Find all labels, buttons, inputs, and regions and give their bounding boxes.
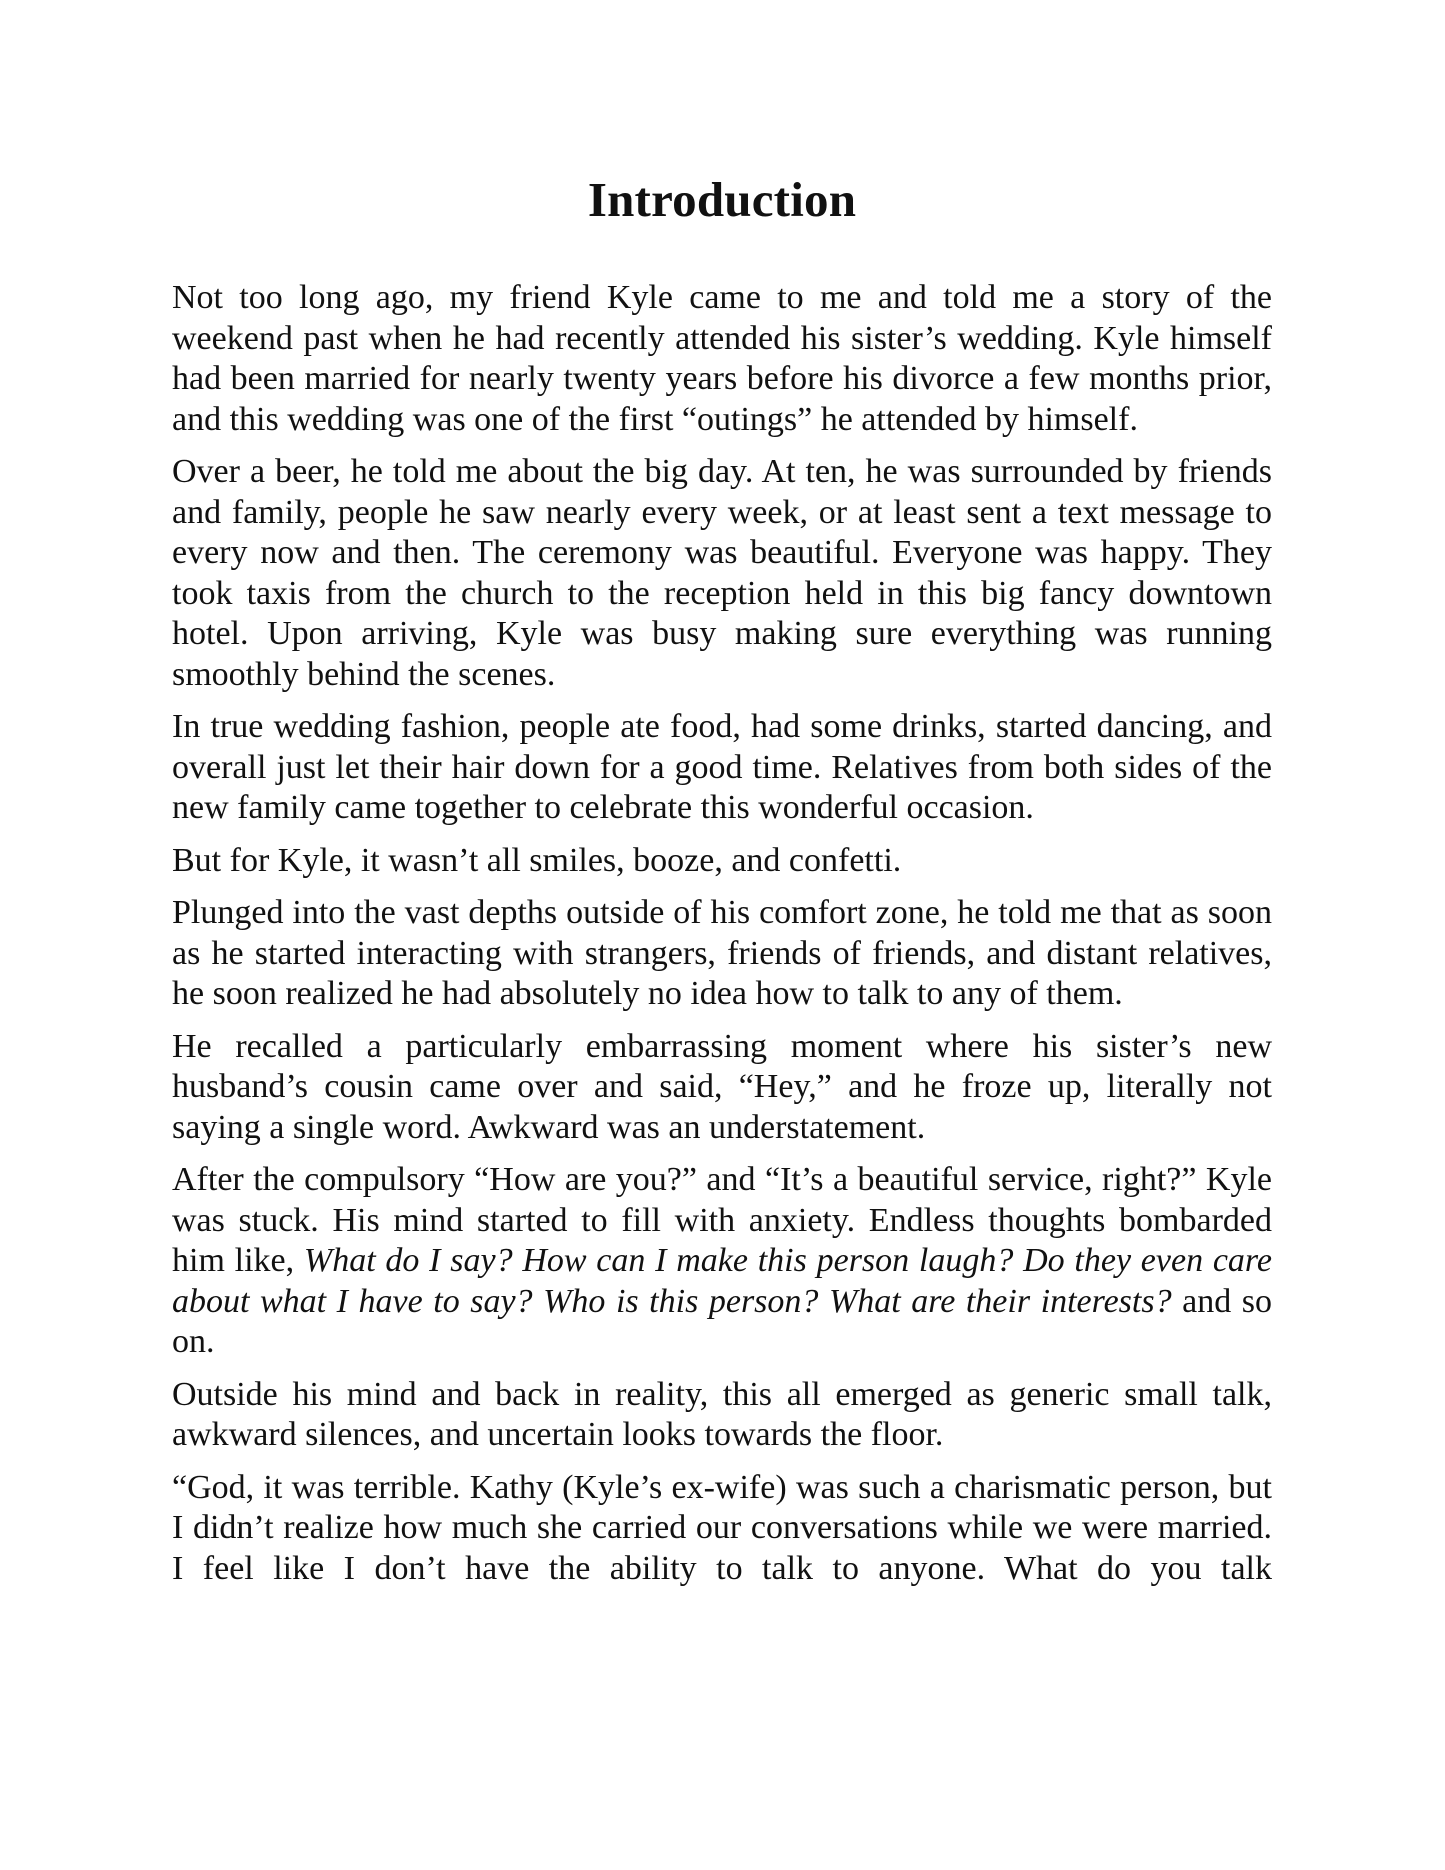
paragraph: In true wedding fashion, people ate food, had some drinks, started dancing, and overall just let their hair down for a good time. Relatives from both sides of the new family came together to celebrate this wonderful occasion. bbox=[172, 708, 1272, 826]
paragraph-text: and so on. bbox=[172, 1282, 1272, 1360]
page-title: Introduction bbox=[587, 172, 857, 227]
document-body bbox=[172, 278, 1272, 1589]
document-page bbox=[172, 0, 1272, 1601]
paragraph: Plunged into the vast depths outside of his comfort zone, he told me that as soon as he started interacting with strangers, friends of friends, and distant relatives, he soon realized he had absolutely no idea how to talk to any of them. bbox=[172, 894, 1272, 1012]
italic-thoughts: What do I say? How can I make this person laugh? Do they even care about what I have to say? Who is this person? What are their interests? bbox=[172, 1242, 1272, 1320]
paragraph: He recalled a particularly embarrassing moment where his sister’s new husband’s cousin came over and said, “Hey,” and he froze up, literally not saying a single word. Awkward was an understatement. bbox=[172, 1027, 1272, 1146]
paragraph-continued: “God, it was terrible. Kathy (Kyle’s ex-wife) was such a charismatic person, but I didn’t realize how much she carried our conversations while we were married. I feel like I don’t have the ability to talk to anyone. What do you talk bbox=[172, 1468, 1272, 1587]
paragraph: But for Kyle, it wasn’t all smiles, booze, and confetti. bbox=[172, 841, 902, 879]
paragraph-with-italic-thoughts bbox=[172, 1160, 1272, 1363]
paragraph-text: After the compulsory “How are you?” and “It’s a beautiful service, right?” Kyle was stuck. His mind started to fill with anxiety. Endless thoughts bombarded him like, bbox=[172, 1161, 1272, 1279]
paragraph: Outside his mind and back in reality, this all emerged as generic small talk, awkward silences, and uncertain looks towards the floor. bbox=[172, 1375, 1272, 1453]
paragraph: Not too long ago, my friend Kyle came to me and told me a story of the weekend past when he had recently attended his sister’s wedding. Kyle himself had been married for nearly twenty years before his divorce a few months prior, and this wedding was one of the first “outings” he attended by himself. bbox=[172, 279, 1272, 438]
paragraph: Over a beer, he told me about the big day. At ten, he was surrounded by friends and family, people he saw nearly every week, or at least sent a text message to every now and then. The ceremony was beautiful. Everyone was happy. They took taxis from the church to the reception held in this big fancy downtown hotel. Upon arriving, Kyle was busy making sure everything was running smoothly behind the scenes. bbox=[172, 453, 1272, 693]
